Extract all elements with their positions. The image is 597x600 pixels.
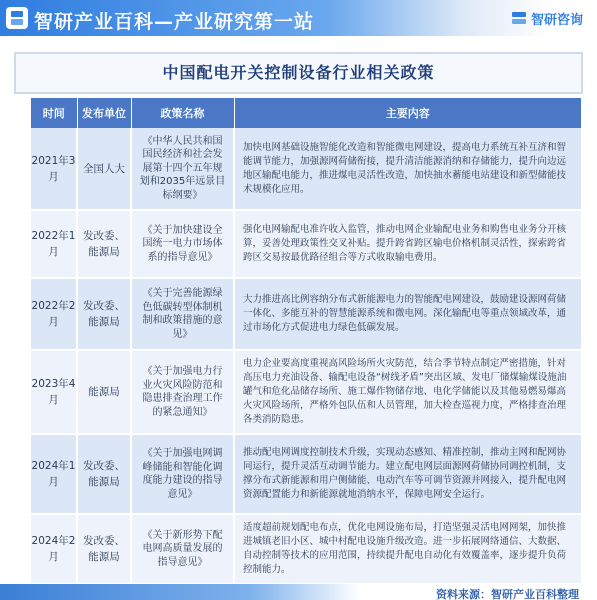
cell-policy-name: 《关于加快建设全国统一电力市场体系的指导意见》 [131, 210, 234, 278]
cell-content: 加快电网基础设施智能化改造和智能微电网建设，提高电力系统互补互济和智能调节能力，加强源网荷储衔接，提升清洁能源消纳和存储能力，提升向边远地区输配电能力，推进煤电灵活性改造，加快抽水蓄能电站建设和新型储能技术规模化应用。 [234, 128, 581, 210]
table-row [31, 434, 581, 514]
source-note: 资料来源：智研产业百科整理 [436, 588, 579, 600]
table-row [31, 278, 581, 350]
table-header-row [31, 98, 581, 128]
table-row [31, 128, 581, 210]
brand-name: 智研咨询 [530, 12, 583, 28]
bottom-accent-bar [0, 584, 360, 600]
cell-unit: 发改委、能源局 [77, 514, 131, 584]
cell-unit: 全国人大 [77, 128, 131, 210]
cell-policy-name: 《中华人民共和国国民经济和社会发展第十四个五年规划和2035年远景目标纲要》 [131, 128, 234, 210]
column-header-content: 主要内容 [234, 98, 581, 128]
brand-mark-icon [511, 10, 527, 26]
cell-unit: 发改委、能源局 [77, 434, 131, 514]
column-header-policy-name: 政策名称 [131, 98, 234, 128]
cell-policy-name: 《关于完善能源绿色低碳转型体制机制和政策措施的意见》 [131, 278, 234, 350]
table-row [31, 350, 581, 434]
table-row [31, 514, 581, 584]
banner-slogan: 智研产业百科—产业研究第一站 [34, 11, 315, 33]
banner-logo-icon [6, 7, 28, 29]
cell-content: 大力推进高比例容纳分布式新能源电力的智能配电网建设，鼓励建设源网荷储一体化、多能互补的智慧能源系统和微电网。深化输配电等重点领域改革，通过市场化方式促进电力绿色低碳发展。 [234, 278, 581, 350]
table-row [31, 210, 581, 278]
cell-time: 2023年4月 [31, 350, 77, 434]
cell-time: 2024年2月 [31, 514, 77, 584]
cell-time: 2022年1月 [31, 210, 77, 278]
cell-content: 强化电网输配电准许收入监管，推动电网企业输配电业务和购售电业务分开核算，妥善处理政策性交叉补贴。提升跨省跨区输电价格机制灵活性，探索跨省跨区交易按最优路径组合等方式收取输电费用。 [234, 210, 581, 278]
cell-time: 2021年3月 [31, 128, 77, 210]
column-header-time: 时间 [31, 98, 77, 128]
column-header-unit: 发布单位 [77, 98, 131, 128]
cell-content: 电力企业要高度重视高风险场所火灾防范，结合季节特点制定严密措施，针对高压电力充油设备、输配电设备“树线矛盾”突出区域、发电厂储煤输煤设施油罐气和危化品储存场所、施工爆作物储存地、电化学储能以及其他易燃易爆高火灾风险场所，严格外包队伍和人员管理，加大检查巡视力度，严格排查治理各类消防隐患。 [234, 350, 581, 434]
cell-policy-name: 《关于新形势下配电网高质量发展的指导意见》 [131, 514, 234, 584]
cell-unit: 发改委、能源局 [77, 210, 131, 278]
brand-logo[interactable] [511, 9, 583, 27]
cell-content: 推动配电网调度控制技术升级，实现动态感知、精准控制，推动主网和配网协同运行，提升灵活互动调节能力。建立配电网层面源网荷储协同调控机制，支撑分布式新能源和用户侧储能、电动汽车等可调节资源并网接入，提升配电网资源配置能力和新能源就地消纳水平，保障电网安全运行。 [234, 434, 581, 514]
cell-policy-name: 《关于加强电网调峰储能和智能化调度能力建设的指导意见》 [131, 434, 234, 514]
table-title-box [14, 52, 583, 94]
cell-policy-name: 《关于加强电力行业火灾风险防范和隐患排查治理工作的紧急通知》 [131, 350, 234, 434]
cell-unit: 发改委、能源局 [77, 278, 131, 350]
policy-table [31, 98, 581, 585]
page-title: 中国配电开关控制设备行业相关政策 [162, 63, 435, 82]
cell-time: 2022年2月 [31, 278, 77, 350]
top-banner [0, 0, 597, 36]
cell-time: 2024年1月 [31, 434, 77, 514]
cell-content: 适度超前规划配电布点，优化电网设施布局，打造坚强灵活电网网架，加快推进城镇老旧小区、城中村配电设施升级改造。进一步拓展网络通信、大数据、自动控制等技术的应用范围，持续提升配电自动化有效覆盖率，逐步提升负荷控制能力。 [234, 514, 581, 584]
cell-unit: 能源局 [77, 350, 131, 434]
